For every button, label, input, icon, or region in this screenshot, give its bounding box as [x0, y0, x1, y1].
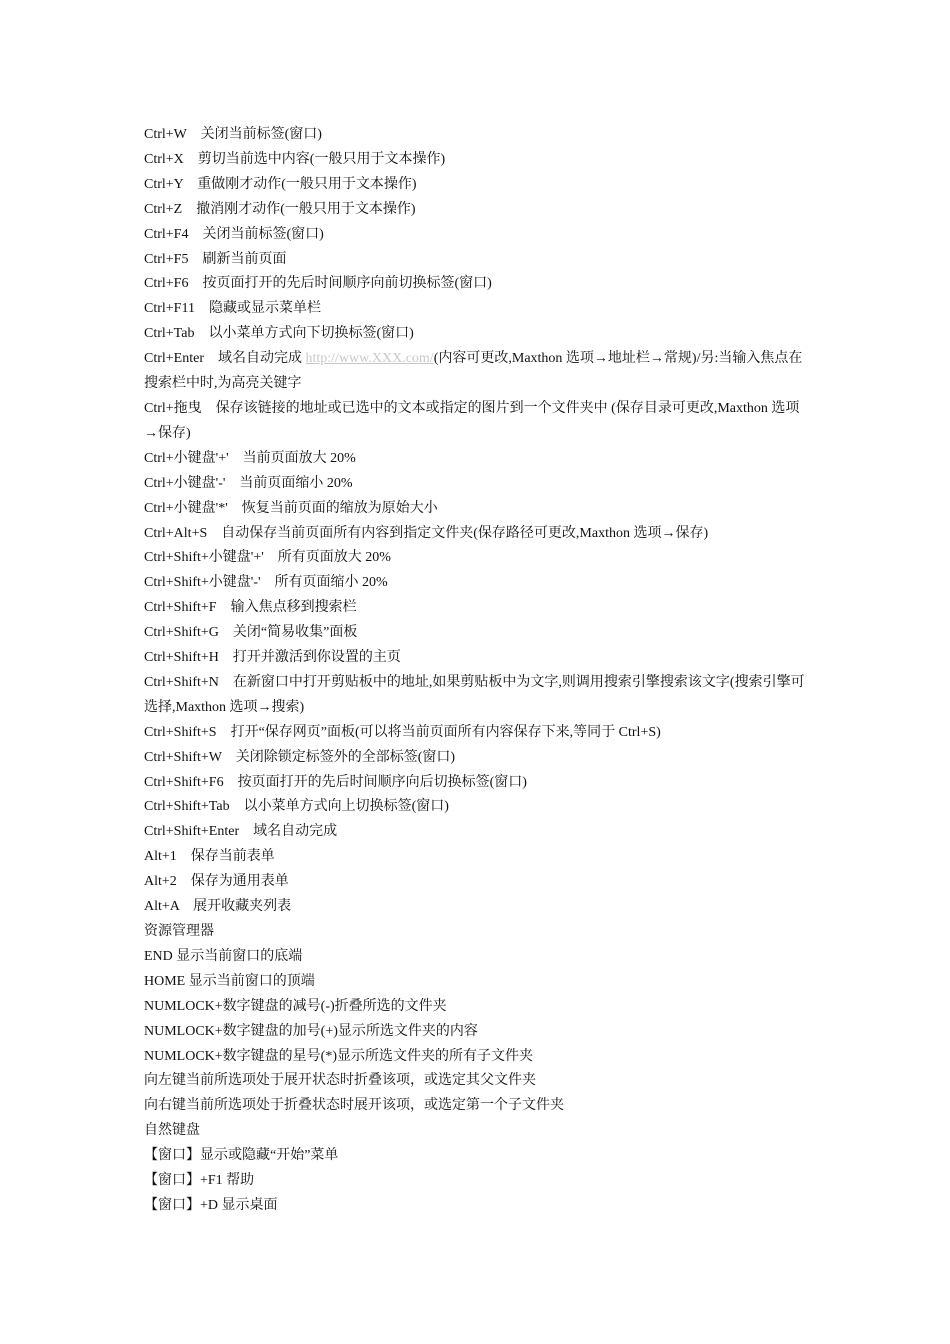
text-line: NUMLOCK+数字键盘的减号(-)折叠所选的文件夹 [144, 998, 447, 1014]
text-line: Ctrl+F11 隐藏或显示菜单栏 [144, 301, 321, 317]
text-line: Alt+A 展开收藏夹列表 [144, 899, 292, 915]
document-page [144, 123, 810, 1219]
text-line: Ctrl+Shift+H 打开并激活到你设置的主页 [144, 650, 401, 666]
text-line: Ctrl+W 关闭当前标签(窗口) [144, 127, 322, 142]
text-line: Ctrl+Shift+Tab 以小菜单方式向上切换标签(窗口) [144, 799, 449, 815]
text-line: NUMLOCK+数字键盘的加号(+)显示所选文件夹的内容 [144, 1023, 478, 1039]
text-segment: Ctrl+Enter 域名自动完成 [144, 351, 306, 367]
text-line: Ctrl+小键盘'+' 当前页面放大 20% [144, 450, 356, 466]
text-line: END 显示当前窗口的底端 [144, 948, 303, 964]
text-line: Ctrl+X 剪切当前选中内容(一般只用于文本操作) [144, 151, 446, 167]
section-heading: 自然键盘 [144, 1123, 200, 1139]
text-line: Ctrl+Z 撤消刚才动作(一般只用于文本操作) [144, 201, 416, 217]
text-line: 向右键当前所选项处于折叠状态时展开该项，或选定第一个子文件夹 [144, 1098, 564, 1114]
text-line: Ctrl+Shift+G 关闭“简易收集”面板 [144, 625, 358, 641]
text-line: Alt+2 保存为通用表单 [144, 874, 289, 890]
text-line: Ctrl+Shift+小键盘'+' 所有页面放大 20% [144, 550, 391, 566]
text-line: 【窗口】+F1 帮助 [144, 1173, 255, 1189]
text-line: 【窗口】显示或隐藏“开始”菜单 [144, 1148, 339, 1164]
text-line: NUMLOCK+数字键盘的星号(*)显示所选文件夹的所有子文件夹 [144, 1048, 533, 1064]
text-line-with-link [144, 347, 810, 397]
text-line: Ctrl+Shift+Enter 域名自动完成 [144, 824, 338, 840]
text-line: Ctrl+小键盘'-' 当前页面缩小 20% [144, 475, 353, 491]
text-line: Ctrl+F6 按页面打开的先后时间顺序向前切换标签(窗口) [144, 276, 492, 292]
text-line: Ctrl+Shift+N 在新窗口中打开剪贴板中的地址,如果剪贴板中为文字,则调用搜索引擎搜索该文字(搜索引擎可选择,Maxthon 选项→搜索) [144, 674, 805, 715]
text-line: 【窗口】+D 显示桌面 [144, 1197, 278, 1213]
text-line: HOME 显示当前窗口的顶端 [144, 973, 315, 989]
text-line: Ctrl+Shift+W 关闭除锁定标签外的全部标签(窗口) [144, 749, 456, 765]
text-line: Ctrl+F5 刷新当前页面 [144, 251, 287, 267]
text-line: Ctrl+Tab 以小菜单方式向下切换标签(窗口) [144, 326, 414, 342]
text-line: Ctrl+Shift+小键盘'-' 所有页面缩小 20% [144, 575, 388, 591]
text-line: Ctrl+Alt+S 自动保存当前页面所有内容到指定文件夹(保存路径可更改,Maxthon 选项→保存) [144, 525, 709, 541]
text-line: Ctrl+Y 重做刚才动作(一般只用于文本操作) [144, 176, 417, 192]
text-line: 向左键当前所选项处于展开状态时折叠该项，或选定其父文件夹 [144, 1073, 536, 1089]
text-line: Ctrl+F4 关闭当前标签(窗口) [144, 226, 324, 242]
text-line: Ctrl+Shift+F 输入焦点移到搜索栏 [144, 600, 357, 616]
text-line: Ctrl+拖曳 保存该链接的地址或已选中的文本或指定的图片到一个文件夹中 (保存目录可更改,Maxthon 选项→保存) [144, 400, 800, 441]
section-heading: 资源管理器 [144, 924, 214, 939]
text-segment: (内容可更改,Maxthon 选项→地址栏→常规)/另:当输入焦点在搜索栏中时,为高亮关键字 [144, 351, 803, 392]
text-line: Ctrl+Shift+F6 按页面打开的先后时间顺序向后切换标签(窗口) [144, 774, 527, 790]
text-line: Alt+1 保存当前表单 [144, 849, 275, 865]
text-line: Ctrl+Shift+S 打开“保存网页”面板(可以将当前页面所有内容保存下来,等同于 Ctrl+S) [144, 724, 661, 740]
text-line: Ctrl+小键盘'*' 恢复当前页面的缩放为原始大小 [144, 500, 438, 516]
example-url-link[interactable]: http://www.XXX.com/ [305, 351, 434, 367]
